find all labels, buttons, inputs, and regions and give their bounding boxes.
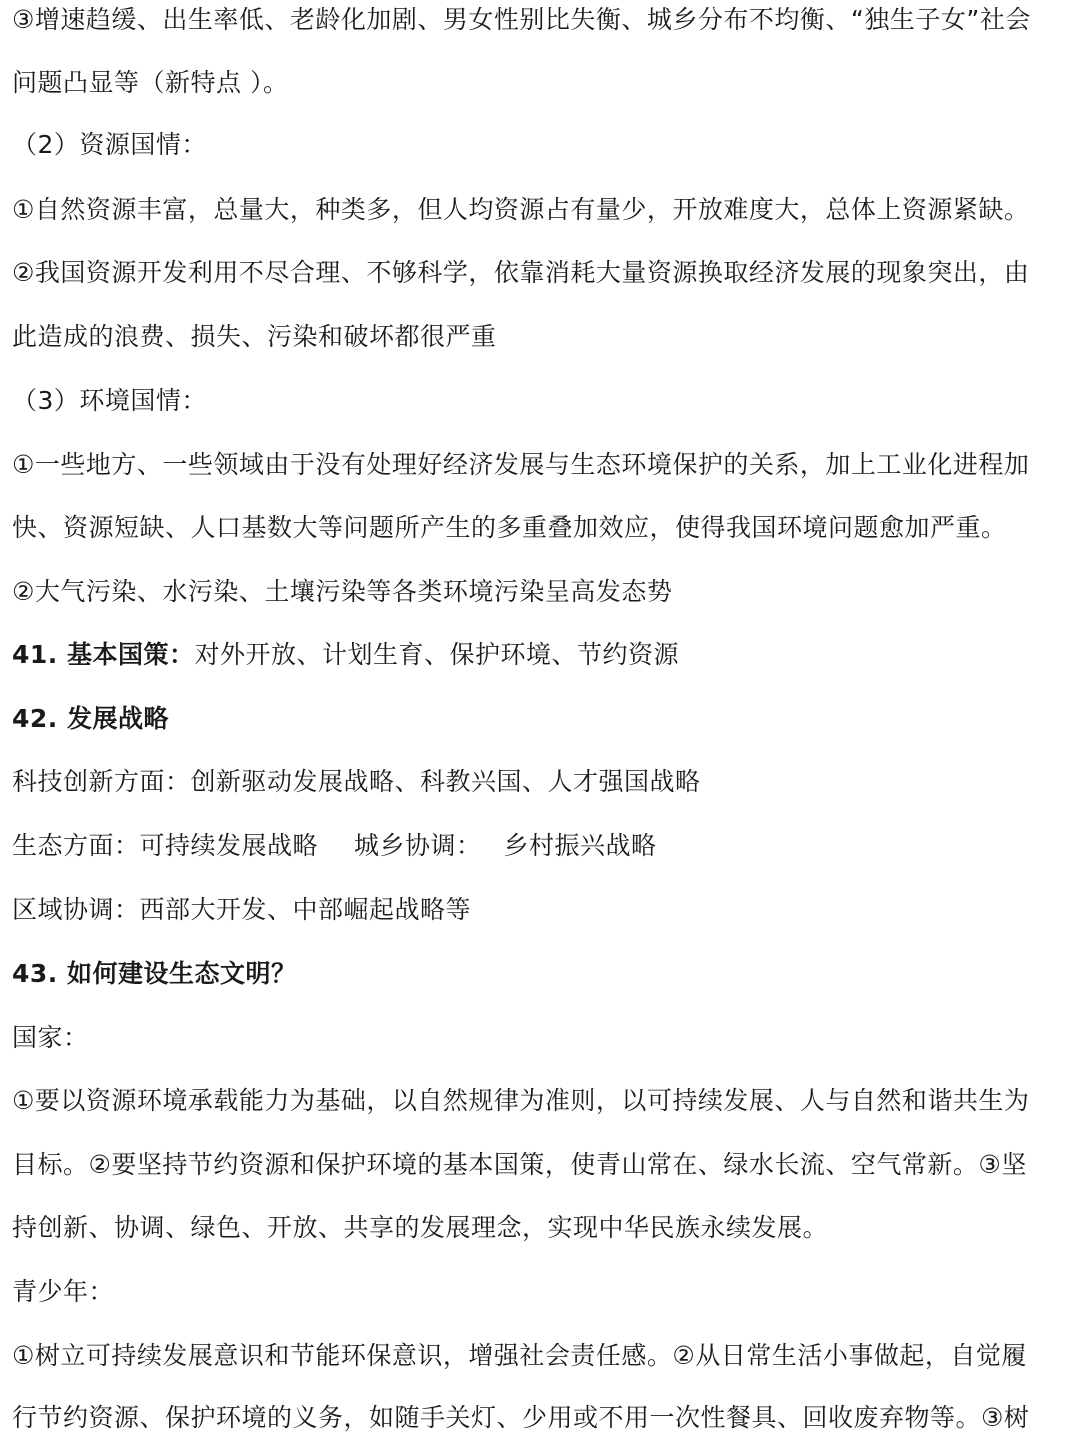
environment-situation-heading: （3）环境国情：: [12, 386, 207, 415]
environment-point-1-line-2: 快、资源短缺、人口基数大等问题所产生的多重叠加效应，使得我国环境问题愈加严重。: [12, 513, 1007, 542]
section-42-urban-label: 城乡协调：: [354, 831, 482, 860]
section-42-region: 区域协调：西部大开发、中部崛起战略等: [12, 895, 472, 924]
section-41-heading: 41. 基本国策：: [12, 640, 195, 669]
section-42-urban-text: 乡村振兴战略: [503, 831, 657, 860]
state-line-2: 目标。②要坚持节约资源和保护环境的基本国策，使青山常在、绿水长流、空气常新。③坚: [12, 1150, 1027, 1179]
youth-label: 青少年：: [12, 1277, 115, 1306]
resource-point-2-line-2: 此造成的浪费、损失、污染和破坏都很严重: [12, 322, 497, 351]
section-41: [12, 638, 1070, 672]
population-point-3-line-1: ③增速趋缓、出生率低、老龄化加剧、男女性别比失衡、城乡分布不均衡、“独生子女”社会: [12, 5, 1031, 34]
section-42-eco-urban: [12, 829, 1070, 863]
state-line-1: ①要以资源环境承载能力为基础，以自然规律为准则，以可持续发展、人与自然和谐共生为: [12, 1086, 1030, 1115]
resource-point-1: ①自然资源丰富，总量大，种类多，但人均资源占有量少，开放难度大，总体上资源紧缺。: [12, 195, 1030, 224]
resource-situation-heading: （2）资源国情：: [12, 130, 207, 159]
youth-line-2: 行节约资源、保护环境的义务，如随手关灯、少用或不用一次性餐具、回收废弃物等。③树: [12, 1403, 1030, 1432]
section-42-eco: 生态方面：可持续发展战略: [12, 831, 319, 860]
section-41-text: 对外开放、计划生育、保护环境、节约资源: [194, 640, 680, 669]
section-43-heading: 43. 如何建设生态文明？: [12, 959, 297, 988]
state-label: 国家：: [12, 1023, 89, 1052]
section-42-heading: 42. 发展战略: [12, 704, 169, 733]
resource-point-2-line-1: ②我国资源开发利用不尽合理、不够科学，依靠消耗大量资源换取经济发展的现象突出，由: [12, 258, 1030, 287]
population-point-3-line-2: 问题凸显等（新特点 ）。: [12, 68, 289, 97]
state-line-3: 持创新、协调、绿色、开放、共享的发展理念，实现中华民族永续发展。: [12, 1213, 829, 1242]
section-42-tech: 科技创新方面：创新驱动发展战略、科教兴国、人才强国战略: [12, 767, 701, 796]
environment-point-2: ②大气污染、水污染、土壤污染等各类环境污染呈高发态势: [12, 577, 673, 606]
environment-point-1-line-1: ①一些地方、一些领域由于没有处理好经济发展与生态环境保护的关系，加上工业化进程加: [12, 450, 1030, 479]
youth-line-1: ①树立可持续发展意识和节能环保意识，增强社会责任感。②从日常生活小事做起，自觉履: [12, 1341, 1027, 1370]
